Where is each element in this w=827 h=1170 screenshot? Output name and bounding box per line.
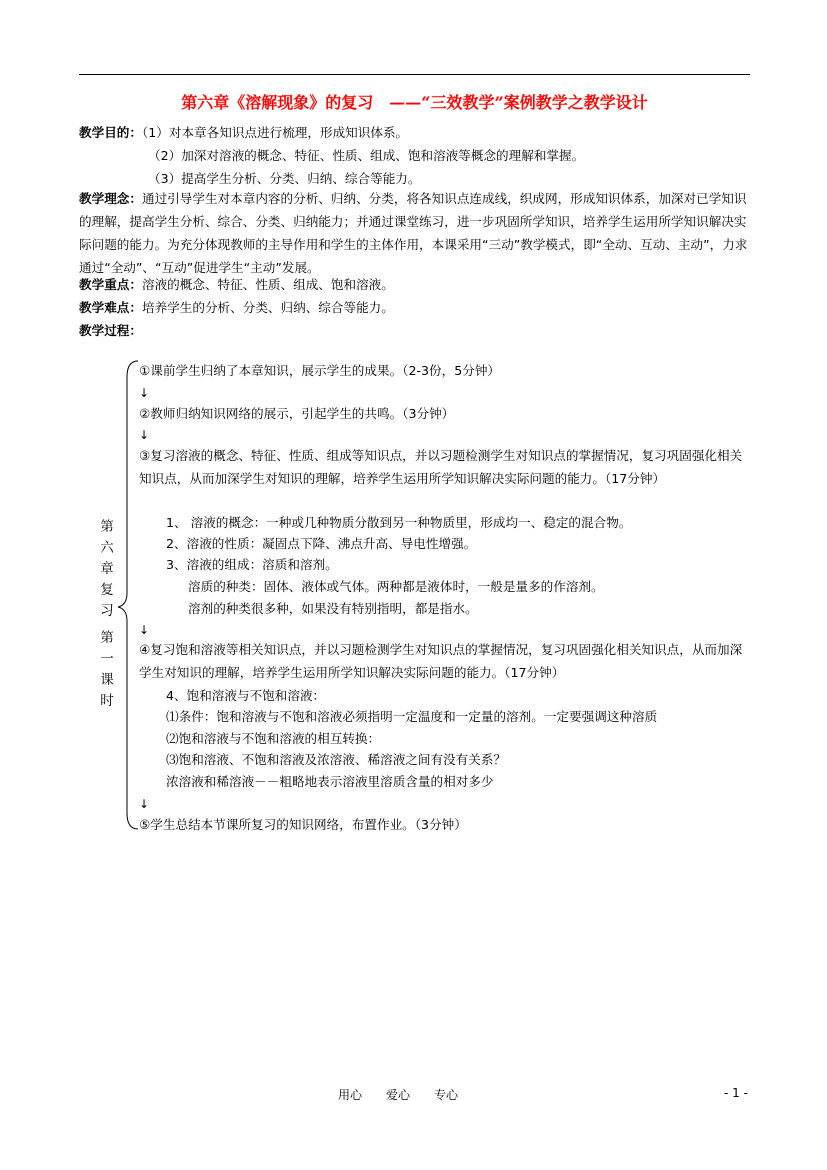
objectives-line-2: （2）加深对溶液的概念、特征、性质、组成、饱和溶液等概念的理解和掌握。 <box>148 148 585 163</box>
difficulties-line: 教学难点：培养学生的分析、分类、归纳、综合等能力。 <box>79 300 394 315</box>
page-number: - 1 - <box>724 1086 748 1100</box>
flow-step-4: ④复习饱和溶液等相关知识点，并以习题检测学生对知识点的掌握情况，复习巩固强化相关知识点，从而加深学生对知识的理解，培养学生运用所学知识解决实际问题的能力。（17分钟） <box>139 642 743 680</box>
s3-item-1: 1、 溶液的概念：一种或几种物质分散到另一种物质里，形成均一、稳定的混合物。 <box>166 515 632 530</box>
s4-item-3: ⑵饱和溶液与不饱和溶液的相互转换： <box>166 731 381 746</box>
key-points-line: 教学重点：溶液的概念、特征、性质、组成、饱和溶液。 <box>79 277 394 292</box>
objectives-line-3: （3）提高学生分析、分类、归纳、综合等能力。 <box>148 171 421 186</box>
difficulties-label: 教学难点： <box>79 300 142 315</box>
flow-step-3: ③复习溶液的概念、特征、性质、组成等知识点，并以习题检测学生对知识点的掌握情况，复习巩固强化相关知识点，从而加深学生对知识的理解，培养学生运用所学知识解决实际问题的能力。（17分钟） <box>139 448 743 486</box>
key-points-label: 教学重点： <box>79 277 142 292</box>
side-label-lesson: 第一课时 <box>100 630 114 709</box>
process-label: 教学过程： <box>79 323 142 338</box>
philosophy-label: 教学理念： <box>79 191 142 206</box>
header-rule <box>79 74 750 75</box>
flow-step-2: ②教师归纳知识网络的展示，引起学生的共鸣。（3分钟） <box>139 406 455 421</box>
flow-step-1: ①课前学生归纳了本章知识，展示学生的成果。（2-3份，5分钟） <box>139 363 501 378</box>
objectives-line-1: 教学目的：（1）对本章各知识点进行梳理，形成知识体系。 <box>79 125 409 140</box>
down-arrow-icon: ↓ <box>139 623 150 637</box>
page-title: 第六章《溶解现象》的复习 ——“三效教学”案例教学之教学设计 <box>181 93 648 112</box>
down-arrow-icon: ↓ <box>139 797 150 811</box>
s4-item-2: ⑴条件：饱和溶液与不饱和溶液必须指明一定温度和一定量的溶剂。一定要强调这种溶质 <box>166 709 658 724</box>
side-label-chapter: 第六章复习 <box>100 519 114 619</box>
objectives-label: 教学目的： <box>79 125 142 140</box>
s4-item-5: 浓溶液和稀溶液－－粗略地表示溶液里溶质含量的相对多少 <box>166 774 494 789</box>
flow-step-5: ⑤学生总结本节课所复习的知识网络，布置作业。（3分钟） <box>139 817 467 832</box>
s3-item-2: 2、溶液的性质：凝固点下降、沸点升高、导电性增强。 <box>166 536 477 551</box>
s3-item-4: 溶质的种类：固体、液体或气体。两种都是液体时，一般是量多的作溶剂。 <box>188 579 604 594</box>
s4-item-1: 4、饱和溶液与不饱和溶液： <box>166 688 326 703</box>
philosophy-paragraph: 教学理念：通过引导学生对本章内容的分析、归纳、分类，将各知识点连成线，织成网，形成知识体系，加深对已学知识的理解，提高学生分析、综合、分类、归纳能力；并通过课堂练习，进一步巩固所学知识，培养学生运用所学知识解决实际问题的能力。为充分体现教师的主导作用和学生的主体作用，本课采用“三动”教学模式，即“全动、互动、主动”，力求通过“全动”、“互动”促进学生“主动”发展。 <box>79 191 748 275</box>
s3-item-5: 溶剂的种类很多种，如果没有特别指明，都是指水。 <box>188 601 478 616</box>
s3-item-3: 3、溶液的组成：溶质和溶剂。 <box>166 557 338 572</box>
s4-item-4: ⑶饱和溶液、不饱和溶液及浓溶液、稀溶液之间有没有关系？ <box>166 752 507 767</box>
down-arrow-icon: ↓ <box>139 386 150 400</box>
down-arrow-icon: ↓ <box>139 428 150 442</box>
footer-motto: 用心 爱心 专心 <box>338 1088 459 1102</box>
